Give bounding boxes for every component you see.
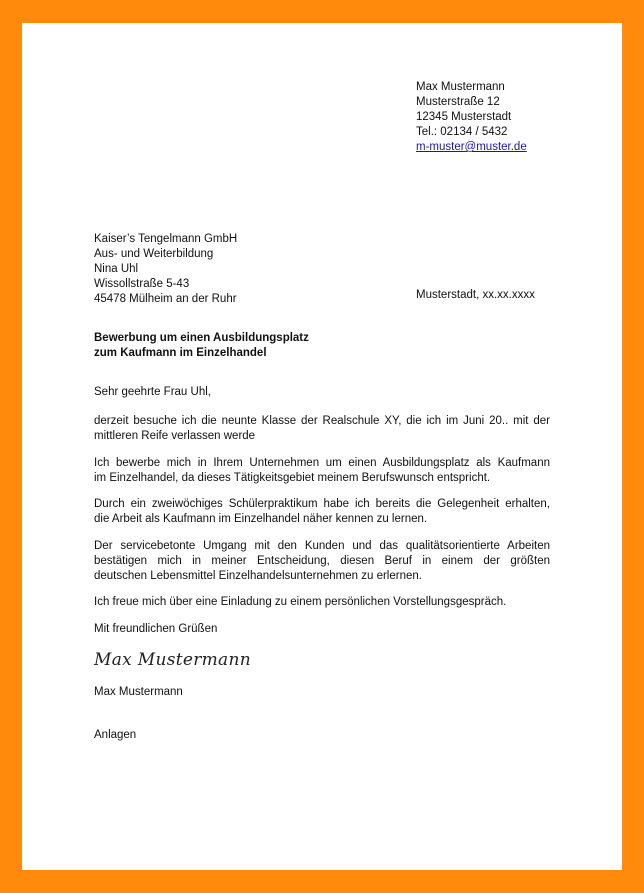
recipient-contact: Nina Uhl — [94, 263, 139, 275]
paragraph-3 — [94, 497, 550, 527]
paragraph-line: derzeit besuche ich die neunte Klasse der Realschule XY, die ich im Juni 20.. mit der — [94, 415, 550, 427]
handwritten-signature: Max Mustermann — [94, 650, 251, 670]
subject-line-1: Bewerbung um einen Ausbildungsplatz — [94, 332, 309, 344]
paragraph-line: Der servicebetonte Umgang mit den Kunden und das qualitätsorientierte Arbeiten — [94, 540, 550, 552]
paragraph-line: deutschen Lebensmittel Einzelhandelsunternehmen zu erlernen. — [94, 570, 422, 582]
paragraph-1 — [94, 414, 550, 444]
printed-name: Max Mustermann — [94, 686, 183, 698]
sender-email-link[interactable]: m-muster@muster.de — [416, 141, 527, 153]
paragraph-line: im Einzelhandel, da dieses Tätigkeitsgebiet meinem Berufswunsch entspricht. — [94, 472, 491, 484]
paragraph-2 — [94, 456, 550, 486]
recipient-company: Kaiser’s Tengelmann GmbH — [94, 233, 238, 245]
paragraph-line: Ich bewerbe mich in Ihrem Unternehmen um einen Ausbildungsplatz als Kaufmann — [94, 457, 550, 469]
subject-line-2: zum Kaufmann im Einzelhandel — [94, 347, 267, 359]
paragraph-4 — [94, 539, 550, 584]
paragraph-5 — [94, 595, 550, 610]
letter-subject — [94, 331, 309, 361]
recipient-address — [94, 232, 237, 307]
enclosures-label: Anlagen — [94, 729, 137, 741]
recipient-street: Wissollstraße 5-43 — [94, 278, 190, 290]
closing: Mit freundlichen Grüßen — [94, 623, 218, 635]
sender-city: 12345 Musterstadt — [416, 111, 512, 123]
sender-phone: Tel.: 02134 / 5432 — [416, 126, 508, 138]
salutation: Sehr geehrte Frau Uhl, — [94, 386, 211, 398]
letter-page — [22, 23, 622, 870]
paragraph-line: mittleren Reife verlassen werde — [94, 430, 256, 442]
sender-street: Musterstraße 12 — [416, 96, 500, 108]
recipient-city: 45478 Mülheim an der Ruhr — [94, 293, 237, 305]
paragraph-line: bestätigen mich in meiner Entscheidung, diesen Beruf in einem der größten — [94, 555, 550, 567]
paragraph-line: Durch ein zweiwöchiges Schülerpraktikum habe ich bereits die Gelegenheit erhalten, — [94, 498, 550, 510]
paragraph-line: die Arbeit als Kaufmann im Einzelhandel näher kennen zu lernen. — [94, 513, 428, 525]
sender-name: Max Mustermann — [416, 81, 505, 93]
sender-address — [416, 80, 527, 155]
recipient-department: Aus- und Weiterbildung — [94, 248, 214, 260]
paragraph-line: Ich freue mich über eine Einladung zu einem persönlichen Vorstellungsgespräch. — [94, 596, 507, 608]
letter-date: Musterstadt, xx.xx.xxxx — [416, 289, 535, 301]
